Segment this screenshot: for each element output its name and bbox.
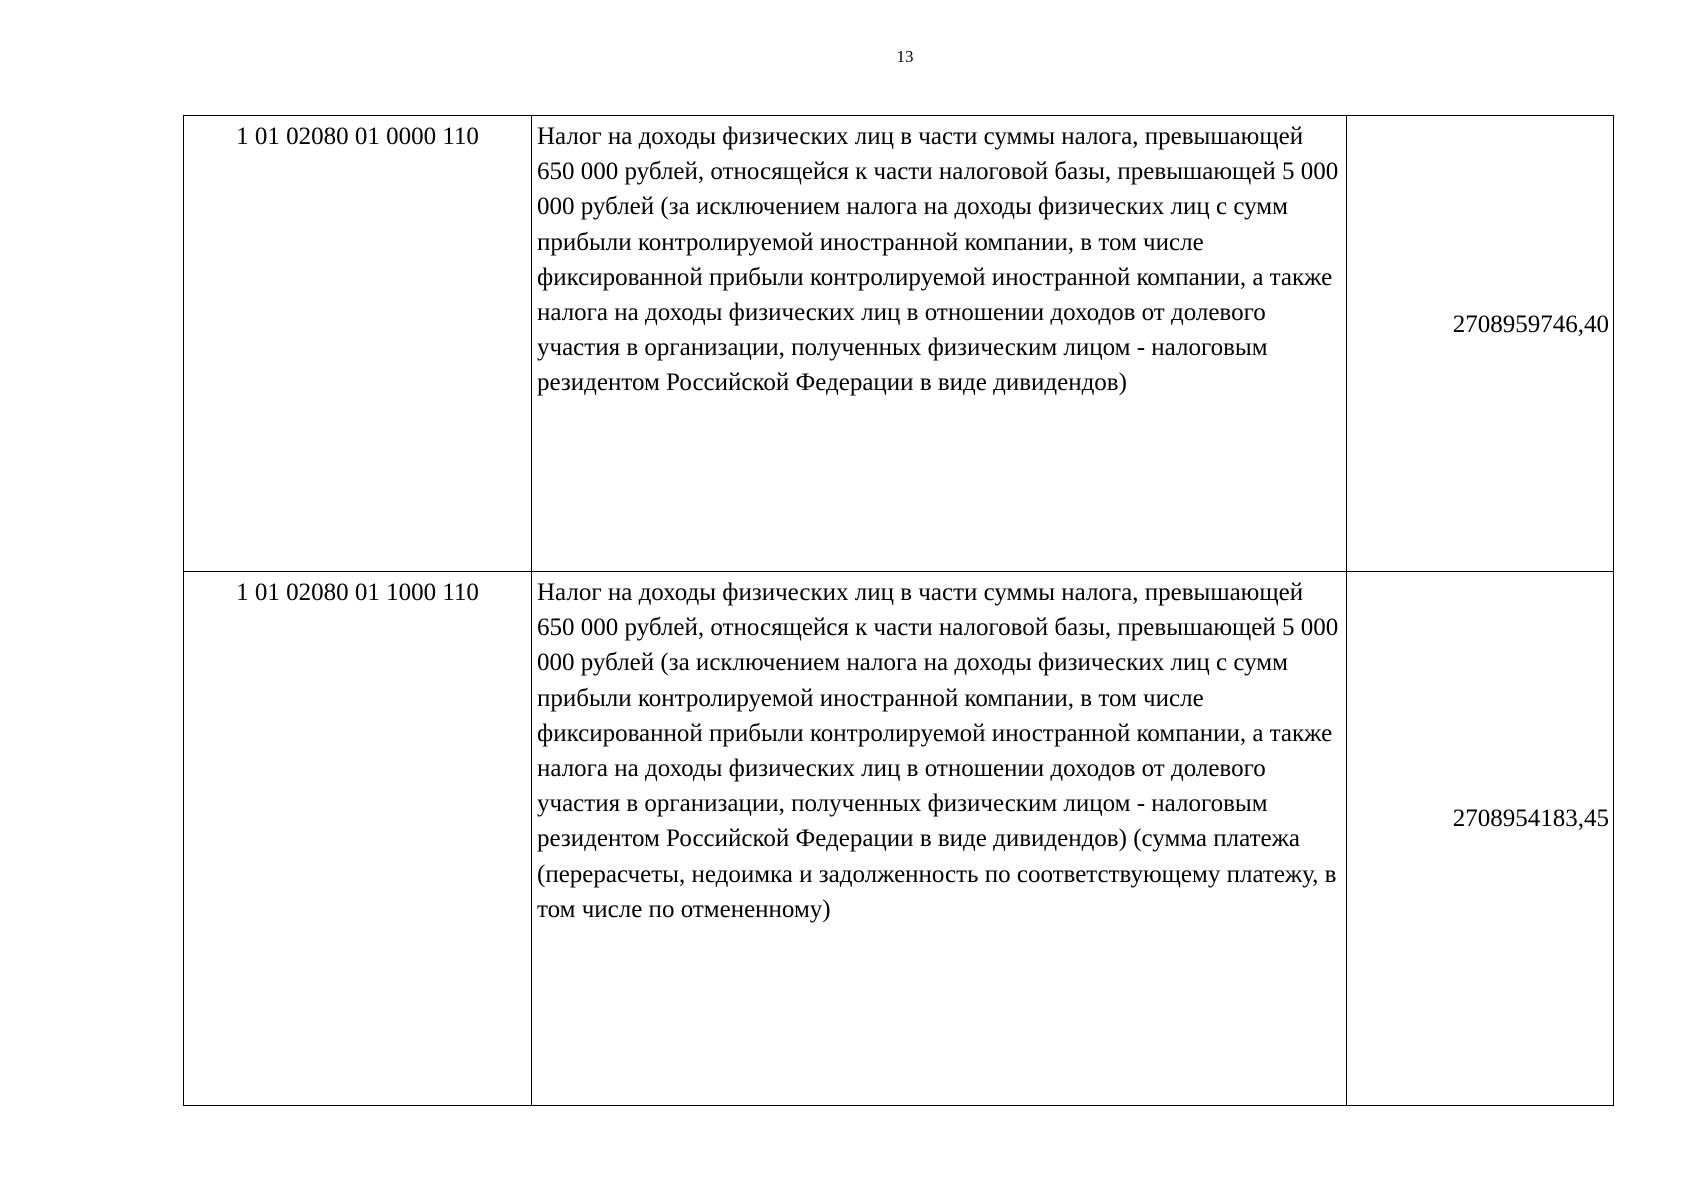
code-cell: 1 01 02080 01 1000 110 [184,572,532,1106]
table-row [184,572,1614,1106]
name-cell: Налог на доходы физических лиц в части суммы налога, превышающей 650 000 рублей, относящейся к части налоговой базы, превышающей 5 000 000 рублей (за исключением налога на доходы физических лиц с сумм прибыли контролируемой иностранной компании, в том числе фиксированной прибыли контролируемой иностранной компании, а также налога на доходы физических лиц в отношении доходов от долевого участия в организации, полученных физическим лицом - налоговым резидентом Российской Федерации в виде дивидендов) (сумма платежа (перерасчеты, недоимка и задолженность по соответствующему платежу, в том числе по отмененному) [532,572,1347,1106]
budget-table [183,115,1614,1106]
table-row [184,116,1614,572]
amount-cell: 2708959746,40 [1347,116,1614,572]
amount-cell: 2708954183,45 [1347,572,1614,1106]
page-number: 13 [896,47,914,66]
code-cell: 1 01 02080 01 0000 110 [184,116,532,572]
name-cell: Налог на доходы физических лиц в части суммы налога, превышающей 650 000 рублей, относящейся к части налоговой базы, превышающей 5 000 000 рублей (за исключением налога на доходы физических лиц с сумм прибыли контролируемой иностранной компании, в том числе фиксированной прибыли контролируемой иностранной компании, а также налога на доходы физических лиц в отношении доходов от долевого участия в организации, полученных физическим лицом - налоговым резидентом Российской Федерации в виде дивидендов) [532,116,1347,572]
